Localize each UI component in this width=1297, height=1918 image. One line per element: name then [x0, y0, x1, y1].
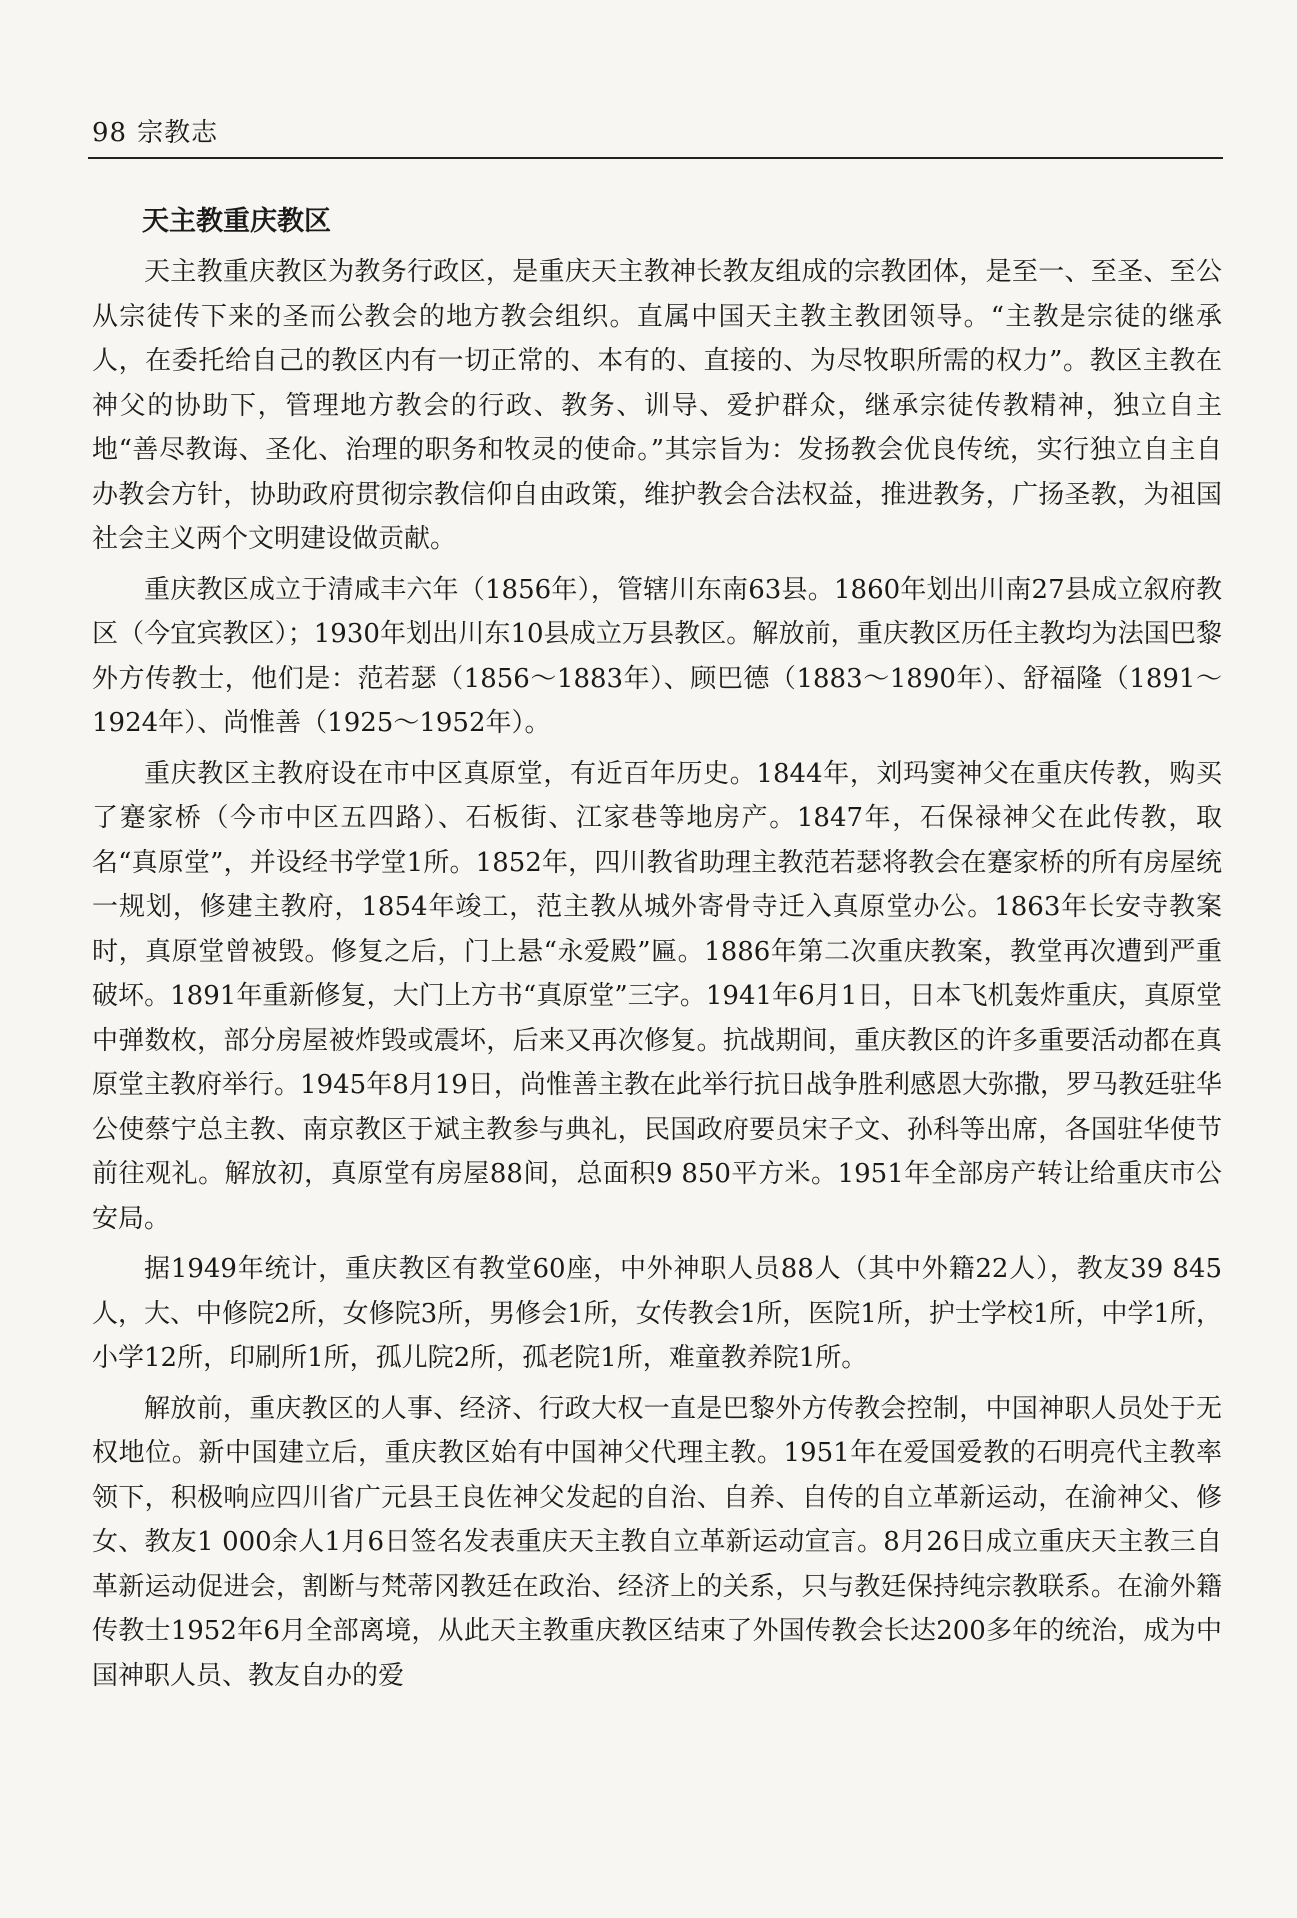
header-rule [88, 157, 1223, 159]
paragraph: 重庆教区成立于清咸丰六年（1856年），管辖川东南63县。1860年划出川南27县成立叙府教区（今宜宾教区）；1930年划出川东10县成立万县教区。解放前，重庆教区历任主教均为法国巴黎外方传教士，他们是：范若瑟（1856～1883年）、顾巴德（1883～1890年）、舒福隆（1891～1924年）、尚惟善（1925～1952年）。 [92, 574, 1222, 738]
running-header [92, 112, 218, 149]
paragraph: 天主教重庆教区为教务行政区，是重庆天主教神长教友组成的宗教团体，是至一、至圣、至公从宗徒传下来的圣而公教会的地方教会组织。直属中国天主教主教团领导。“主教是宗徒的继承人，在委托给自己的教区内有一切正常的、本有的、直接的、为尽牧职所需的权力”。教区主教在神父的协助下，管理地方教会的行政、教务、训导、爱护群众，继承宗徒传教精神，独立自主地“善尽教诲、圣化、治理的职务和牧灵的使命。”其宗旨为：发扬教会优良传统，实行独立自主自办教会方针，协助政府贯彻宗教信仰自由政策，维护教会合法权益，推进教务，广扬圣教，为祖国社会主义两个文明建设做贡献。 [92, 257, 1222, 554]
paragraph: 重庆教区主教府设在市中区真原堂，有近百年历史。1844年，刘玛窦神父在重庆传教，购买了蹇家桥（今市中区五四路）、石板街、江家巷等地房产。1847年，石保禄神父在此传教，取名“真原堂”，并设经书学堂1所。1852年，四川教省助理主教范若瑟将教会在蹇家桥的所有房屋统一规划，修建主教府，1854年竣工，范主教从城外寄骨寺迁入真原堂办公。1863年长安寺教案时，真原堂曾被毁。修复之后，门上悬“永爱殿”匾。1886年第二次重庆教案，教堂再次遭到严重破坏。1891年重新修复，大门上方书“真原堂”三字。1941年6月1日，日本飞机轰炸重庆，真原堂中弹数枚，部分房屋被炸毁或震坏，后来又再次修复。抗战期间，重庆教区的许多重要活动都在真原堂主教府举行。1945年8月19日，尚惟善主教在此举行抗日战争胜利感恩大弥撒，罗马教廷驻华公使蔡宁总主教、南京教区于斌主教参与典礼，民国政府要员宋子文、孙科等出席，各国驻华使节前往观礼。解放初，真原堂有房屋88间，总面积9 850平方米。1951年全部房产转让给重庆市公安局。 [92, 758, 1222, 1234]
section-title: 天主教重庆教区 [142, 206, 331, 237]
book-title: 宗教志 [137, 118, 219, 148]
main-content [92, 200, 1222, 1704]
paragraph: 据1949年统计，重庆教区有教堂60座，中外神职人员88人（其中外籍22人），教友39 845人，大、中修院2所，女修院3所，男修会1所，女传教会1所，医院1所，护士学校1所，中学1所，小学12所，印刷所1所，孤儿院2所，孤老院1所，难童教养院1所。 [92, 1254, 1222, 1373]
paragraph: 解放前，重庆教区的人事、经济、行政大权一直是巴黎外方传教会控制，中国神职人员处于无权地位。新中国建立后，重庆教区始有中国神父代理主教。1951年在爱国爱教的石明亮代主教率领下，积极响应四川省广元县王良佐神父发起的自治、自养、自传的自立革新运动，在渝神父、修女、教友1 000余人1月6日签名发表重庆天主教自立革新运动宣言。8月26日成立重庆天主教三自革新运动促进会，割断与梵蒂冈教廷在政治、经济上的关系，只与教廷保持纯宗教联系。在渝外籍传教士1952年6月全部离境，从此天主教重庆教区结束了外国传教会长达200多年的统治，成为中国神职人员、教友自办的爱 [92, 1393, 1222, 1691]
page-number: 98 [92, 118, 128, 148]
